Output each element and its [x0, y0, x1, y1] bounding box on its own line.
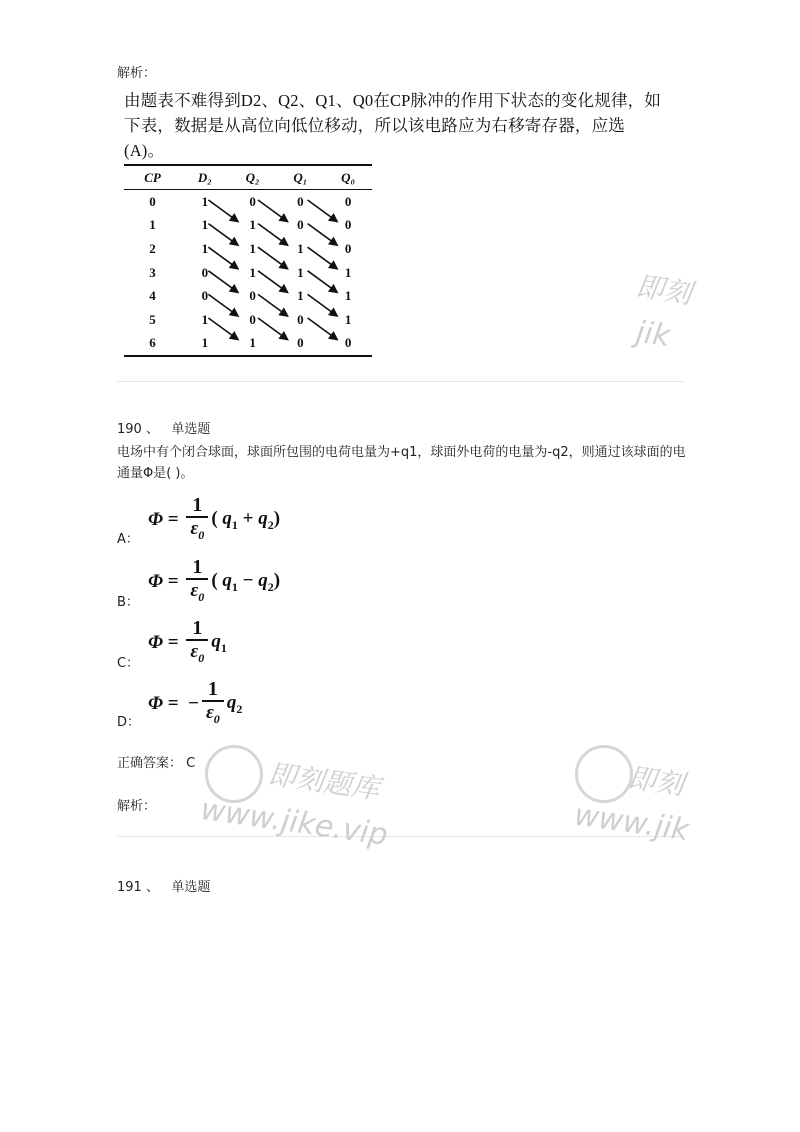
cell: 1	[297, 264, 304, 280]
cell: 1	[201, 193, 209, 209]
section-divider	[117, 836, 684, 837]
state-table-header	[124, 165, 372, 190]
shift-arrow	[258, 271, 288, 293]
shift-arrow	[308, 224, 338, 246]
section-divider	[117, 381, 684, 382]
shift-arrow	[208, 200, 238, 222]
correct-answer-value: C	[186, 756, 196, 771]
cell: 5	[149, 311, 156, 327]
cell: 0	[297, 311, 304, 327]
correct-answer	[117, 752, 195, 771]
cell: 1	[201, 217, 209, 233]
shift-arrow	[258, 247, 288, 269]
cell: 1	[201, 311, 209, 327]
correct-answer-label: 正确答案：	[117, 756, 183, 771]
shift-arrow	[208, 271, 238, 293]
header-d2: D₂	[181, 165, 229, 190]
shift-arrow	[258, 318, 288, 340]
cell: 6	[124, 332, 181, 357]
cell: 1	[344, 288, 352, 304]
analysis-label-190: 解析：	[117, 799, 157, 814]
cell: 0	[344, 193, 352, 209]
header-cp: CP	[124, 165, 181, 190]
cell: 0	[249, 193, 256, 209]
option-a-label[interactable]: A：	[117, 532, 139, 547]
shift-arrow	[258, 200, 288, 222]
cell: 1	[149, 217, 156, 233]
watermark-brand: 即刻题库	[266, 757, 382, 806]
watermark-url-right: www.jik	[572, 797, 692, 849]
cell: 0	[276, 332, 324, 357]
question-number: 191 、	[117, 880, 159, 895]
cell: 4	[149, 288, 156, 304]
cell: 0	[201, 288, 209, 304]
shift-arrow	[208, 247, 238, 269]
option-a-formula: Φ = $\frac{1}{\varepsilon_0}$ ( $q_1 + q_2$)	[148, 494, 281, 542]
analysis-label: 解析：	[117, 66, 157, 81]
cell: 0	[201, 264, 209, 280]
header-q1: Q₁	[276, 165, 324, 190]
cell: 1	[201, 240, 209, 256]
cell: 2	[149, 240, 156, 256]
question-type: 单选题	[171, 422, 211, 437]
cell: 0	[249, 311, 256, 327]
shift-arrows	[124, 192, 374, 352]
cell: 3	[149, 264, 156, 280]
shift-arrow	[308, 271, 338, 293]
option-b-formula: Φ = $\frac{1}{\varepsilon_0}$ ( $q_1 - q_2$)	[148, 556, 281, 604]
cell: 0	[149, 193, 156, 209]
cell: 0	[249, 288, 256, 304]
option-d-formula: Φ = − $\frac{1}{\varepsilon_0}$ $q_2$	[148, 678, 243, 726]
watermark-url: www.jike.vip	[198, 792, 390, 853]
option-c-formula: Φ = $\frac{1}{\varepsilon_0}$ $q_1$	[148, 617, 227, 665]
shift-arrow	[308, 200, 338, 222]
question-header	[117, 876, 210, 895]
header-q0: Q₀	[324, 165, 372, 190]
question-type: 单选题	[171, 880, 211, 895]
shift-arrow	[208, 224, 238, 246]
question-number: 190 、	[117, 422, 159, 437]
panda-icon	[205, 745, 263, 803]
cell: 1	[249, 264, 256, 280]
cell: 0	[297, 193, 304, 209]
cell: 1	[297, 288, 304, 304]
option-d-label[interactable]: D：	[117, 715, 141, 730]
watermark-brand-right: 即刻	[625, 760, 686, 802]
analysis-explanation: 由题表不难得到D2、Q2、Q1、Q0在CP脉冲的作用下状态的变化规律，如下表，数据是从高位向低位移动，所以该电路应为右移寄存器，应选(A)。	[124, 91, 662, 160]
cell: 1	[297, 240, 304, 256]
cell: 1	[249, 217, 256, 233]
shift-arrow	[308, 294, 338, 316]
option-b-label[interactable]: B：	[117, 595, 139, 610]
shift-arrow	[258, 294, 288, 316]
watermark-url-top: jik	[633, 314, 673, 355]
cell: 1	[344, 264, 352, 280]
cell: 0	[297, 217, 304, 233]
watermark-brand-top: 即刻	[633, 269, 694, 311]
shift-arrow	[308, 318, 338, 340]
panda-icon	[575, 745, 633, 803]
shift-arrow	[208, 318, 238, 340]
cell: 1	[249, 240, 256, 256]
cell: 0	[344, 240, 352, 256]
shift-arrow	[208, 294, 238, 316]
question-stem: 电场中有个闭合球面，球面所包围的电荷电量为+q1，球面外电荷的电量为-q2，则通过该球面的电通量Φ是( )。	[117, 445, 686, 481]
cell: 0	[324, 332, 372, 357]
cell: 1	[229, 332, 277, 357]
header-q2: Q₂	[229, 165, 277, 190]
shift-arrow	[258, 224, 288, 246]
shift-arrow	[308, 247, 338, 269]
cell: 1	[181, 332, 229, 357]
cell: 0	[344, 217, 352, 233]
option-c-label[interactable]: C：	[117, 656, 140, 671]
question-header	[117, 418, 210, 437]
cell: 1	[344, 311, 352, 327]
